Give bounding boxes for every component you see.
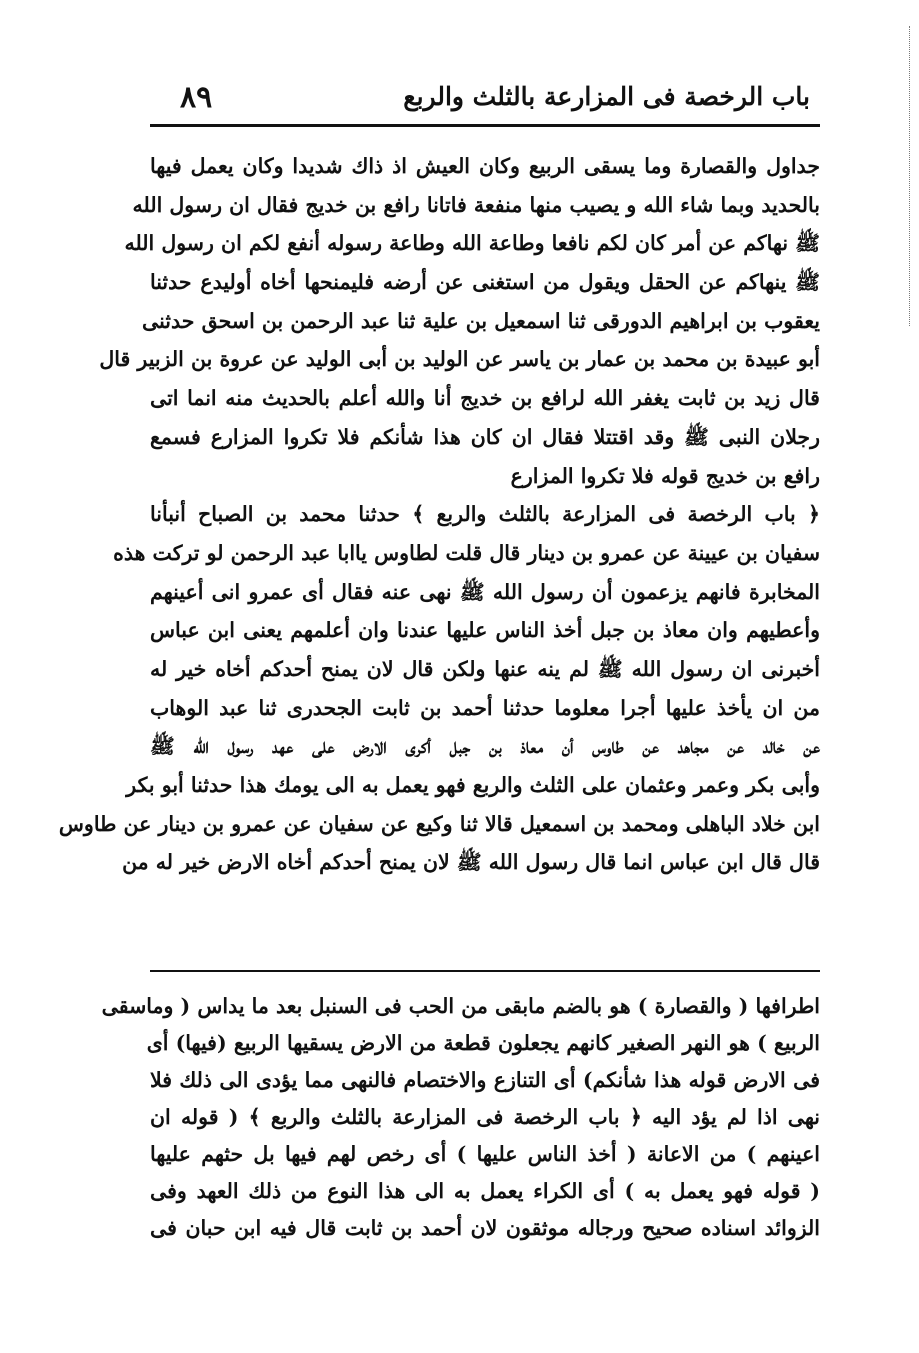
note-line: ( قوله فهو يعمل به ) أى الكراء يعمل به الى هذا النوع من ذلك العهد وفى xyxy=(150,1179,820,1203)
text-line: ﷺ نهاكم عن أمر كان لكم نافعا وطاعة الله وطاعة رسوله أنفع لكم ان رسول الله xyxy=(124,231,820,256)
text-line: قال زيد بن ثابت يغفر الله لرافع بن خديج أنا والله أعلم بالحديث منه انما اتى xyxy=(150,386,820,411)
commentary-notes xyxy=(101,988,820,1247)
text-line: وأبى بكر وعمر وعثمان على الثلث والربع فهو يعمل به الى يومك هذا حدثنا أبو بكر xyxy=(126,773,820,797)
text-line: ابن خلاد الباهلى ومحمد بن اسمعيل قالا ثنا وكيع عن سفيان عن عمرو بن دينار عن طاوس xyxy=(58,811,820,836)
running-title: باب الرخصة فى المزارعة بالثلث والربع xyxy=(403,82,810,111)
text-line: وأعطيهم وان معاذ بن جبل أخذ الناس عليها عندنا وان أعلمهم يعنى ابن عباس xyxy=(150,618,820,643)
text-line: أبو عبيدة بن محمد بن عمار بن ياسر عن الوليد بن أبى الوليد عن عروة بن الزبير قال xyxy=(99,347,820,372)
text-line: يعقوب بن ابراهيم الدورقى ثنا اسمعيل بن علية ثنا عبد الرحمن بن اسحق حدثنى xyxy=(142,308,820,333)
scan-margin-mark xyxy=(909,26,916,326)
note-line: الزوائد اسناده صحيح ورجاله موثقون لان أحمد بن ثابت قال فيه ابن حبان فى xyxy=(150,1216,820,1240)
note-line: فى الارض قوله هذا شأنكم) أى التنازع والاختصام فالنهى مما يؤدى الى ذلك فلا xyxy=(150,1068,820,1092)
text-line: رجلان النبى ﷺ وقد اقتتلا فقال ان كان هذا شأنكم فلا تكروا المزارع فسمع xyxy=(150,424,820,449)
notes-separator-rule xyxy=(150,970,820,972)
chapter-heading-line: ﴿ باب الرخصة فى المزارعة بالثلث والربع ﴾ حدثنا محمد بن الصباح أنبأنا xyxy=(150,502,820,527)
text-line: بالحديد وبما شاء الله و يصيب منها منفعة فاتانا رافع بن خديج فقال ان رسول الله xyxy=(132,192,820,217)
note-line: نهى اذا لم يؤد اليه ﴿ باب الرخصة فى المزارعة بالثلث والربع ﴾ ( قوله ان xyxy=(150,1105,820,1129)
text-line: من ان يأخذ عليها أجرا معلوما حدثنا أحمد بن ثابت الجحدرى ثنا عبد الوهاب xyxy=(150,695,820,720)
text-line: أخبرنى ان رسول الله ﷺ لم ينه عنها ولكن قال لان يمنح أحدكم أخاه خير له xyxy=(150,656,820,681)
text-line: المخابرة فانهم يزعمون أن رسول الله ﷺ نهى عنه فقال أى عمرو انى أعينهم xyxy=(150,579,820,604)
page-number: ٨٩ xyxy=(180,80,213,115)
header-rule xyxy=(150,124,820,127)
text-line: سفيان بن عيينة عن عمرو بن دينار قال قلت لطاوس ياابا عبد الرحمن لو تركت هذه xyxy=(113,540,820,565)
page-header xyxy=(150,80,820,124)
main-text xyxy=(58,147,820,882)
note-line: اطرافها ( والقصارة ) هو بالضم مابقى من الحب فى السنبل بعد ما يداس ( وماسقى xyxy=(101,994,820,1018)
text-line: رافع بن خديج قوله فلا تكروا المزارع xyxy=(510,463,820,488)
text-line: قال قال ابن عباس انما قال رسول الله ﷺ لان يمنح أحدكم أخاه الارض خير له من xyxy=(122,850,820,875)
text-line: جداول والقصارة وما يسقى الربيع وكان العيش اذ ذاك شديدا وكان يعمل فيها xyxy=(150,154,820,178)
text-line: ﷺ ينهاكم عن الحقل ويقول من استغنى عن أرضه فليمنحها أخاه أوليدع حدثنا xyxy=(150,270,820,295)
note-line: اعينهم ) من الاعانة ( أخذ الناس عليها ) أى رخص لهم فيها بل حثهم عليها xyxy=(150,1142,820,1166)
note-line: الربيع ) هو النهر الصغير كانهم يجعلون قطعة من الارض يسقيها الربيع (فيها) أى xyxy=(146,1031,820,1055)
text-line: عن خالد عن مجاهد عن طاوس أن معاذ بن جبل أكرى الارض على عهد رسول الله ﷺ xyxy=(150,734,820,759)
